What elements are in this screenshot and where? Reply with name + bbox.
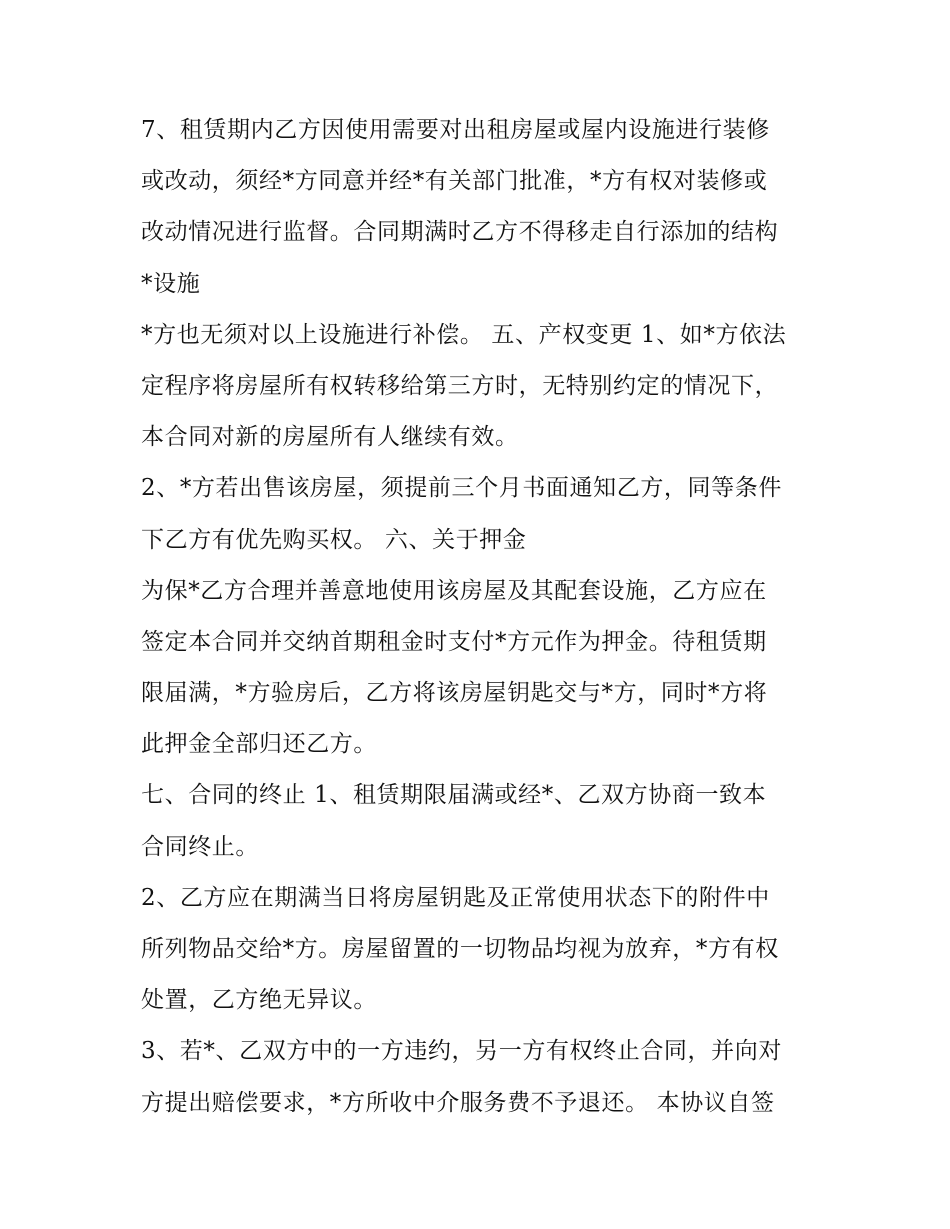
text-line: 方提出赔偿要求，*方所收中介服务费不予退还。 本协议自签 <box>141 1089 775 1116</box>
text-line: 处置，乙方绝无异议。 <box>141 987 377 1014</box>
text-line: 为保*乙方合理并善意地使用该房屋及其配套设施，乙方应在 <box>141 577 767 604</box>
text-line: 此押金全部归还乙方。 <box>141 731 377 758</box>
text-line: 2、*方若出售该房屋，须提前三个月书面通知乙方，同等条件 <box>141 475 782 502</box>
text-line: 定程序将房屋所有权转移给第三方时，无特别约定的情况下， <box>141 372 779 399</box>
text-line: 改动情况进行监督。合同期满时乙方不得移走自行添加的结构 <box>141 219 779 246</box>
text-line: 所列物品交给*方。房屋留置的一切物品均视为放弃，*方有权 <box>141 936 779 962</box>
text-line: 限届满，*方验房后，乙方将该房屋钥匙交与*方，同时*方将 <box>141 680 768 707</box>
text-line: 2、乙方应在期满当日将房屋钥匙及正常使用状态下的附件中 <box>141 884 770 911</box>
text-line: 签定本合同并交纳首期租金时支付*方元作为押金。待租赁期 <box>141 628 767 655</box>
text-line: 合同终止。 <box>141 833 259 860</box>
contract-text <box>141 105 821 1129</box>
text-line: 7、租赁期内乙方因使用需要对出租房屋或屋内设施进行装修 <box>141 117 770 143</box>
text-line: 3、若*、乙双方中的一方违约，另一方有权终止合同，并向对 <box>141 1038 782 1065</box>
text-line: 或改动，须经*方同意并经*有关部门批准，*方有权对装修或 <box>141 168 768 195</box>
text-line: *设施 <box>141 270 201 297</box>
text-line: 七、合同的终止 1、租赁期限届满或经*、乙双方协商一致本 <box>141 782 767 809</box>
text-line: 本合同对新的房屋所有人继续有效。 <box>141 424 519 451</box>
text-line: *方也无须对以上设施进行补偿。 五、产权变更 1、如*方依法 <box>141 321 787 348</box>
text-line: 下乙方有优先购买权。 六、关于押金 <box>141 526 527 553</box>
